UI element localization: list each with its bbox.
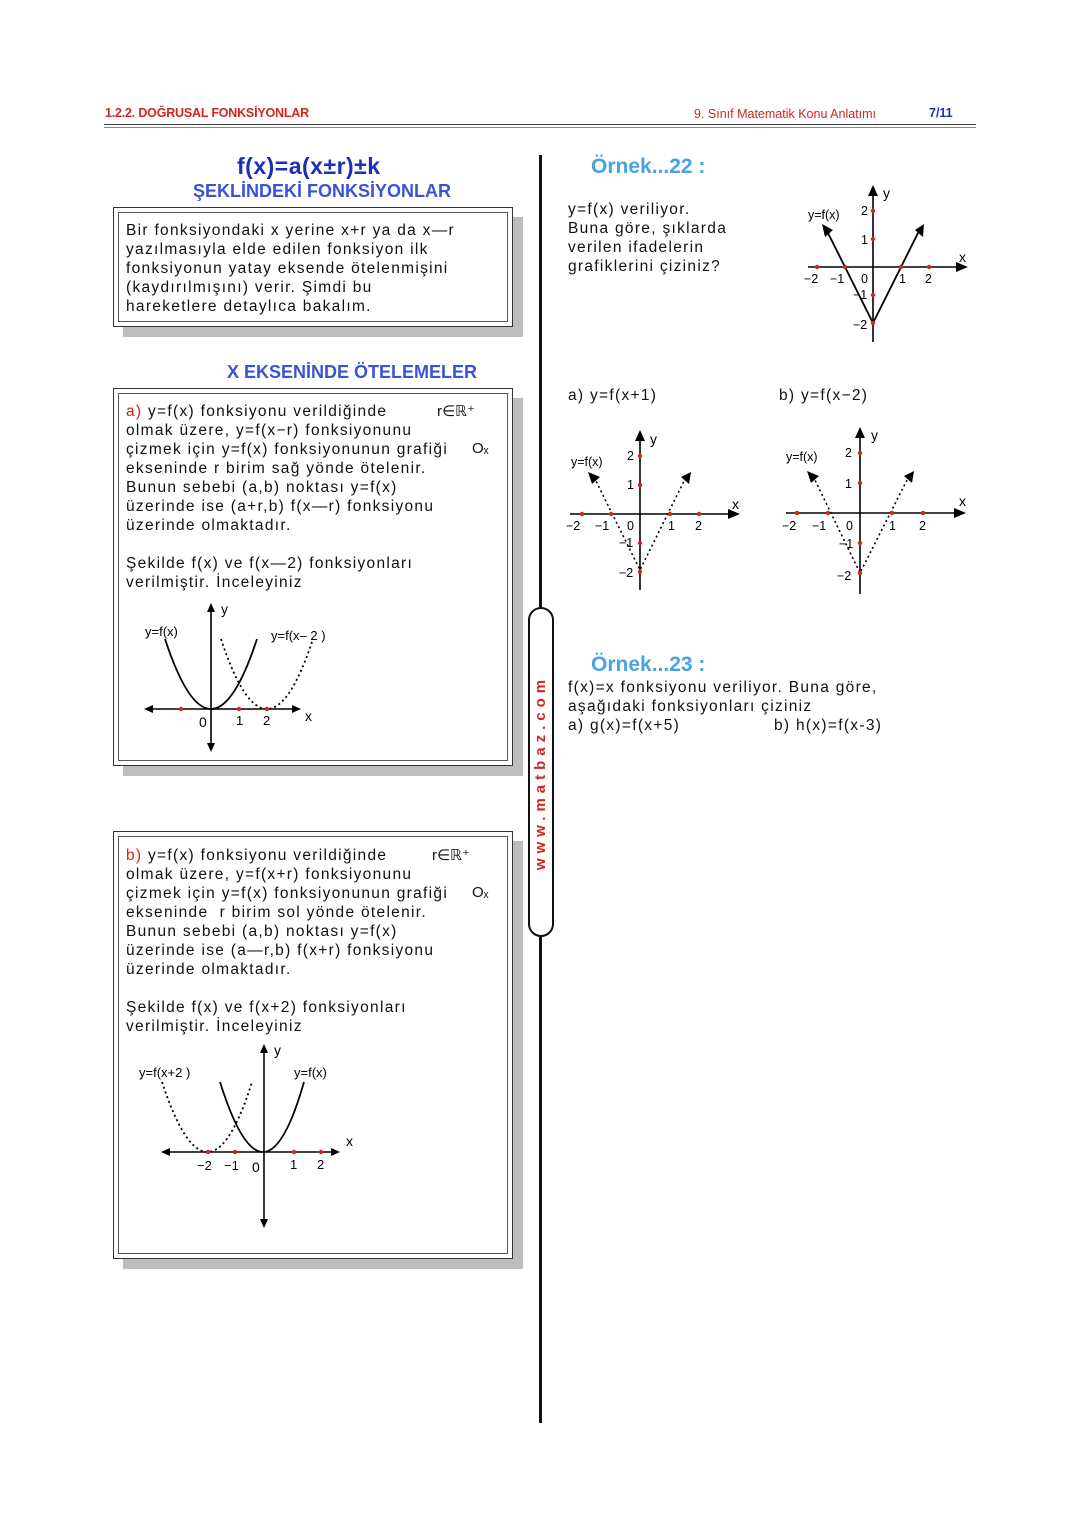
box-a-axis-note: Oₓ xyxy=(472,440,489,457)
box-a xyxy=(113,388,513,766)
box-b-axis-note: Oₓ xyxy=(472,884,489,901)
example-22-title: Örnek...22 : xyxy=(591,155,706,178)
graph-mark xyxy=(858,451,862,455)
graph-b-x-arrow xyxy=(331,1148,340,1156)
graph-mark xyxy=(638,454,642,458)
graph-mark xyxy=(807,471,819,483)
graph-label: −1 xyxy=(619,536,634,550)
graph-mark xyxy=(822,224,833,237)
graph-label: −1 xyxy=(853,288,868,302)
graph-mark xyxy=(871,209,875,213)
graph-label: 2 xyxy=(695,519,702,533)
box-b-body: y=f(x) fonksiyonu verildiğinde olmak üzere, y=f(x+r) fonksiyonunu çizmek için y=f(x) fonksiyonunun grafiği ekseninde r birim sol yönde ötelenir. Bunun sebebi (a,b) noktası y=f(x) üzerinde ise (a—r,b) f(x+r) fonksiyonu üzerinde olmaktadır. Şekilde f(x) ve f(x+2) fonksiyonları verilmiştir. İnceleyiniz xyxy=(126,847,449,1035)
graph-label: 0 xyxy=(846,519,853,533)
graph-b-tick-point xyxy=(233,1150,237,1154)
graph-b-curve-shifted xyxy=(162,1082,252,1152)
graph-label: −2 xyxy=(804,272,819,286)
graph-mark xyxy=(580,512,584,516)
option-b-label: b) y=f(x−2) xyxy=(779,387,869,404)
graph-label: 1 xyxy=(668,519,675,533)
example-23-line1: f(x)=x fonksiyonu veriliyor. Buna göre, xyxy=(568,679,878,696)
example-22-text: y=f(x) veriliyor. Buna göre, şıklarda verilen ifadelerin grafiklerini çiziniz? xyxy=(568,201,728,275)
graph-label: 2 xyxy=(861,204,868,218)
graph-b-x-label: x xyxy=(346,1133,353,1149)
graph-22-a xyxy=(560,425,750,595)
graph-a-x-arrow xyxy=(292,705,301,713)
graph-a-tick-label: 0 xyxy=(199,714,207,730)
graph-mark xyxy=(588,472,600,484)
graph-label: 2 xyxy=(845,446,852,460)
box-a-condition: r∈ℝ⁺ xyxy=(437,403,475,420)
graph-b-y-label: y xyxy=(274,1042,281,1058)
graph-label: −2 xyxy=(782,519,797,533)
graph-mark xyxy=(921,511,925,515)
option-a-label: a) y=f(x+1) xyxy=(568,387,658,404)
header-rule-thin xyxy=(104,127,976,128)
graph-label: 1 xyxy=(889,519,896,533)
graph-a-tick-label: 2 xyxy=(263,713,271,728)
graph-mark xyxy=(899,265,903,269)
graph-b-tick-label: 0 xyxy=(252,1159,260,1175)
box-a-text xyxy=(126,402,448,592)
graph-a-y-arrow-down xyxy=(207,743,215,752)
section-title: X EKSENİNDE ÖTELEMELER xyxy=(227,362,478,382)
graph-label: −2 xyxy=(566,519,581,533)
graph-mark xyxy=(858,541,862,545)
graph-a-tick-point xyxy=(237,707,241,711)
graph-b-label-right: y=f(x) xyxy=(294,1065,327,1080)
graph-label: −2 xyxy=(853,318,868,332)
graph-mark xyxy=(843,265,847,269)
graph-b-tick-point xyxy=(292,1150,296,1154)
graph-label: −1 xyxy=(839,537,854,551)
section-header: 1.2.2. DOĞRUSAL FONKSİYONLAR xyxy=(105,106,309,120)
graph-mark xyxy=(871,293,875,297)
graph-mark xyxy=(638,570,642,574)
graph-b-y-arrow xyxy=(260,1044,268,1053)
graph-b-curve-fx xyxy=(220,1082,304,1152)
graph-22-y-arrow xyxy=(868,185,878,196)
graph-mark xyxy=(890,511,894,515)
box-a-label: a) xyxy=(126,403,143,420)
graph-a-label-right: y=f(x– 2 ) xyxy=(271,628,326,643)
graph-22-main xyxy=(800,182,975,347)
graph-mark xyxy=(871,237,875,241)
course-title: 9. Sınıf Matematik Konu Anlatımı xyxy=(694,107,877,121)
graph-mark xyxy=(697,512,701,516)
graph-label: 2 xyxy=(925,272,932,286)
graph-b-tick-point xyxy=(206,1150,210,1154)
graph-mark xyxy=(668,512,672,516)
graph-mark xyxy=(609,512,613,516)
formula-subtitle: ŞEKLİNDEKİ FONKSİYONLAR xyxy=(193,181,452,201)
graph-mark xyxy=(681,472,691,484)
graph-b-x-arrow-left xyxy=(161,1148,170,1156)
graph-label: 1 xyxy=(861,233,868,247)
graph-a-label-left: y=f(x) xyxy=(145,624,178,639)
graph-label: −1 xyxy=(830,272,845,286)
graph-b xyxy=(134,1042,364,1232)
graph-mark xyxy=(826,511,830,515)
graph-b-tick-label: −1 xyxy=(224,1158,239,1173)
graph-mark xyxy=(635,430,645,441)
formula-title: f(x)=a(x±r)±k xyxy=(237,153,381,179)
graph-label: 0 xyxy=(627,519,634,533)
graph-a-curve-shifted xyxy=(221,639,313,709)
graph-mark xyxy=(855,427,865,438)
graph-mark xyxy=(795,511,799,515)
page-number: 7/11 xyxy=(929,106,953,120)
example-23-part-a: a) g(x)=f(x+5) xyxy=(568,717,681,734)
graph-a-x-label: x xyxy=(305,708,312,724)
graph-label: y=f(x) xyxy=(571,455,603,469)
graph-mark xyxy=(927,265,931,269)
graph-mark xyxy=(871,321,875,325)
graph-label: y xyxy=(871,427,878,443)
graph-label: x xyxy=(959,493,966,509)
graph-label: −1 xyxy=(595,519,610,533)
graph-label: 1 xyxy=(627,478,634,492)
graph-label: 2 xyxy=(627,449,634,463)
graph-label: 2 xyxy=(919,519,926,533)
graph-a-y-arrow xyxy=(207,603,215,612)
graph-a-tick-point xyxy=(265,707,269,711)
graph-a-y-label: y xyxy=(221,601,228,617)
graph-b-label-left: y=f(x+2 ) xyxy=(139,1065,191,1080)
graph-label: −2 xyxy=(619,566,634,580)
graph-b-tick-label: 2 xyxy=(317,1157,325,1172)
example-23-line2: aşağıdaki fonksiyonları çiziniz xyxy=(568,698,813,715)
example-23-title: Örnek...23 : xyxy=(591,653,706,676)
side-banner-text: www.matbaz.com xyxy=(532,674,550,870)
graph-mark xyxy=(954,508,966,518)
graph-label: −1 xyxy=(812,519,827,533)
graph-b-y-arrow-down xyxy=(260,1219,268,1228)
graph-mark xyxy=(858,481,862,485)
graph-label: −2 xyxy=(837,569,852,583)
graph-mark xyxy=(815,265,819,269)
graph-label: x xyxy=(959,249,966,265)
box-b-condition: r∈ℝ⁺ xyxy=(432,847,470,864)
graph-a-x-arrow-left xyxy=(144,705,153,713)
graph-b-tick-label: 1 xyxy=(290,1157,298,1172)
graph-mark xyxy=(638,541,642,545)
graph-mark xyxy=(858,571,862,575)
graph-label: y xyxy=(883,185,890,201)
graph-b-tick-label: −2 xyxy=(197,1158,212,1173)
graph-label: 0 xyxy=(861,272,868,286)
box-b-text xyxy=(126,846,448,1036)
box-a-body: y=f(x) fonksiyonu verildiğinde olmak üzere, y=f(x−r) fonksiyonunu çizmek için y=f(x) fonksiyonunun grafiği ekseninde r birim sağ yönde ötelenir. Bunun sebebi (a,b) noktası y=f(x) üzerinde ise (a+r,b) f(x—r) fonksiyonu üzerinde olmaktadır. Şekilde f(x) ve f(x—2) fonksiyonları verilmiştir. İnceleyiniz xyxy=(126,403,449,591)
box-b-label: b) xyxy=(126,847,143,864)
graph-label: 1 xyxy=(899,272,906,286)
example-23-part-b: b) h(x)=f(x-3) xyxy=(774,717,883,734)
graph-label: y=f(x) xyxy=(786,450,818,464)
graph-label: 1 xyxy=(845,477,852,491)
graph-a xyxy=(139,599,339,759)
box-b xyxy=(113,831,513,1259)
graph-mark xyxy=(638,483,642,487)
graph-a-tick-label: 1 xyxy=(236,713,244,728)
graph-b-tick-point xyxy=(319,1150,323,1154)
graph-label: x xyxy=(732,496,739,512)
intro-text: Bir fonksiyondaki x yerine x+r ya da x—r yazılmasıyla elde edilen fonksiyon ilk fonksiyonun yatay eksende ötelenmişini (kaydırılmışını) verir. Şimdi bu hareketlere detaylıca bakalım. xyxy=(126,222,455,315)
graph-a-tick-point xyxy=(179,707,183,711)
header-rule xyxy=(104,124,976,125)
graph-label: y xyxy=(650,431,657,447)
intro-box xyxy=(113,207,513,327)
graph-label: y=f(x) xyxy=(808,208,840,222)
graph-22-b xyxy=(778,422,973,597)
